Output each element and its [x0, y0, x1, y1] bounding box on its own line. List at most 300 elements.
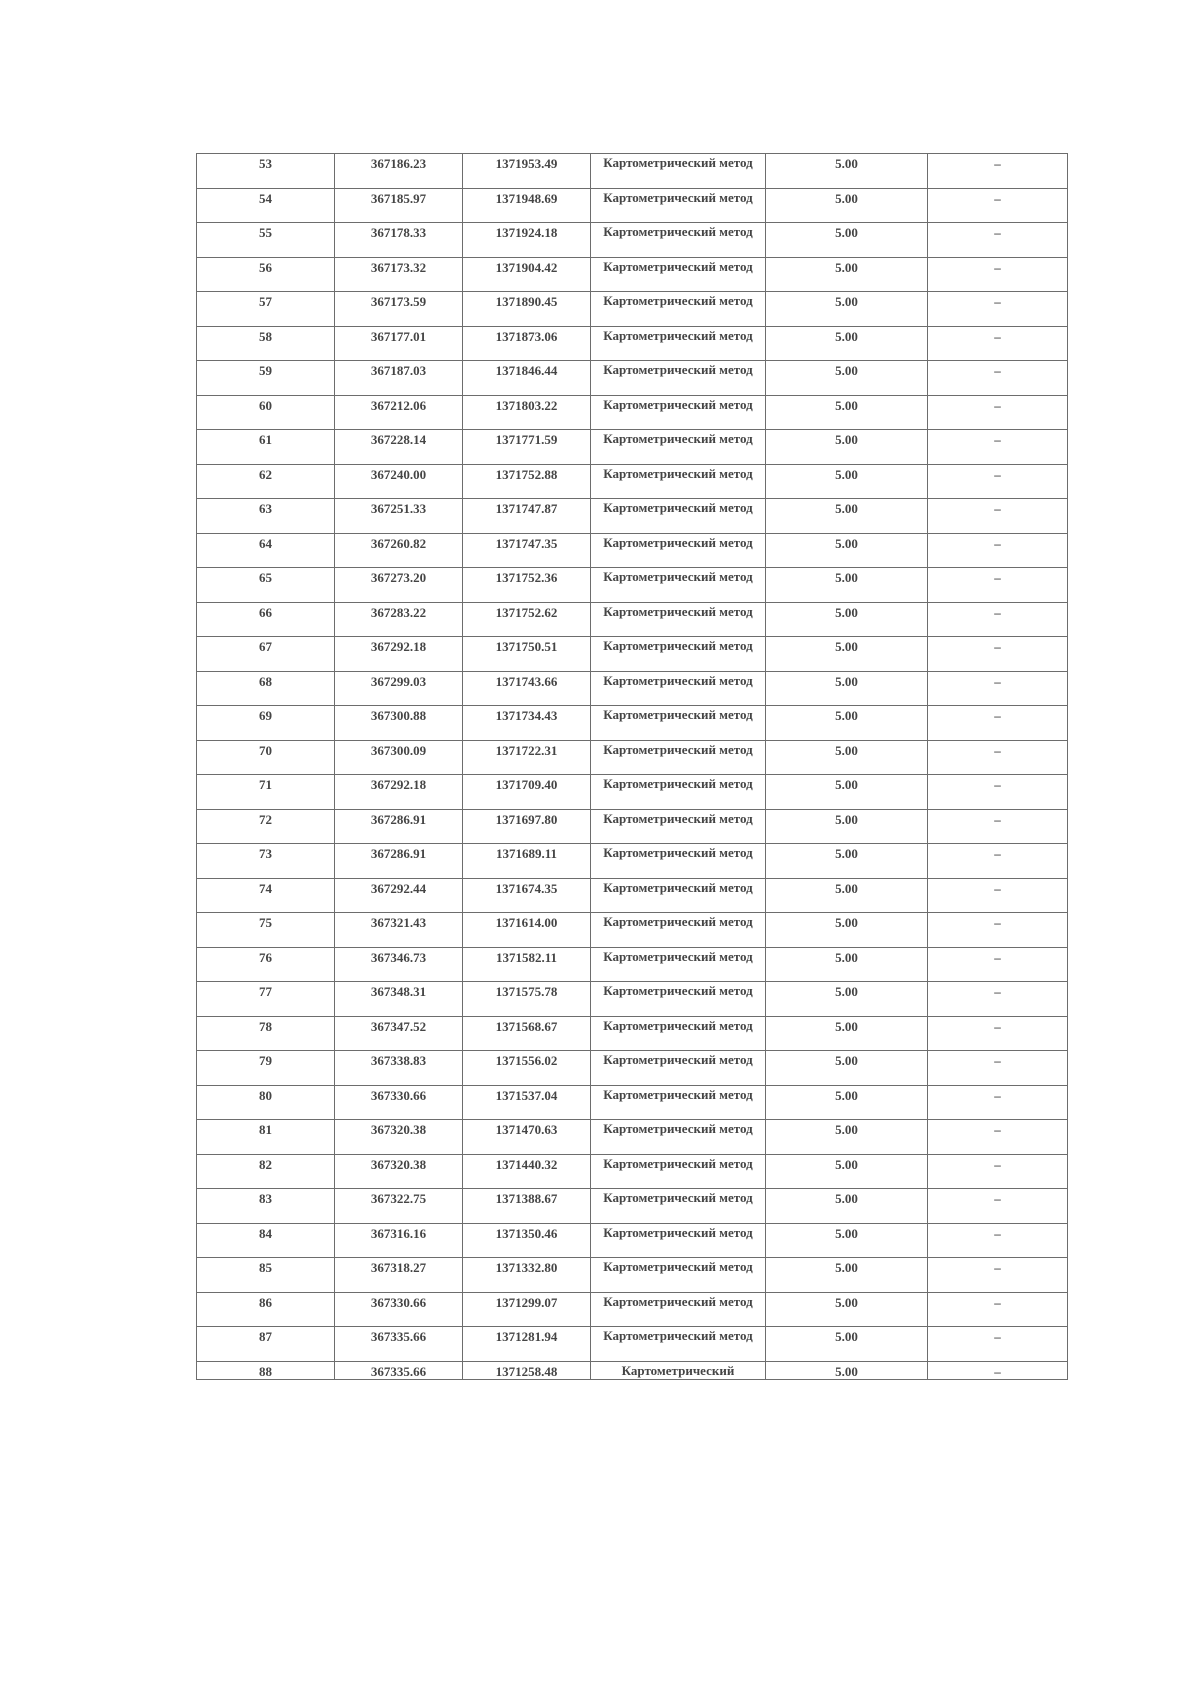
method-cell-text: Картометрический метод [603, 327, 753, 343]
point-number-cell-text: 66 [259, 604, 272, 620]
x-coordinate-cell [335, 395, 463, 430]
table-row [197, 1258, 1068, 1293]
precision-cell-text: 5.00 [835, 708, 858, 723]
x-coordinate-cell [335, 326, 463, 361]
method-cell-text: Картометрический метод [603, 1190, 753, 1205]
precision-cell-text: 5.00 [835, 535, 858, 551]
precision-cell [766, 568, 928, 603]
point-number-cell [197, 430, 335, 465]
precision-cell-text: 5.00 [835, 1329, 858, 1344]
point-number-cell-text: 63 [259, 501, 272, 516]
method-cell [591, 740, 766, 775]
precision-cell [766, 1189, 928, 1224]
note-cell-text: – [994, 1225, 1001, 1241]
note-cell-text: – [994, 294, 1001, 309]
point-number-cell-text: 74 [259, 880, 272, 896]
precision-cell [766, 775, 928, 810]
x-coordinate-cell-text: 367320.38 [370, 1122, 427, 1137]
y-coordinate-cell-text: 1371674.35 [495, 880, 558, 896]
x-coordinate-cell [335, 1051, 463, 1086]
point-number-cell [197, 637, 335, 672]
x-coordinate-cell [335, 568, 463, 603]
y-coordinate-cell-text: 1371752.36 [495, 570, 558, 585]
y-coordinate-cell [463, 1051, 591, 1086]
precision-cell-text: 5.00 [835, 604, 858, 620]
y-coordinate-cell [463, 637, 591, 672]
precision-cell [766, 154, 928, 189]
y-coordinate-cell [463, 1085, 591, 1120]
method-cell [591, 464, 766, 499]
precision-cell [766, 1223, 928, 1258]
precision-cell-text: 5.00 [835, 156, 858, 171]
method-cell [591, 1223, 766, 1258]
precision-cell-text: 5.00 [835, 466, 858, 482]
note-cell-text: – [994, 328, 1001, 344]
x-coordinate-cell [335, 1154, 463, 1189]
x-coordinate-cell-text: 367299.03 [370, 673, 427, 689]
note-cell [928, 671, 1068, 706]
x-coordinate-cell [335, 1120, 463, 1155]
precision-cell [766, 223, 928, 258]
x-coordinate-cell [335, 844, 463, 879]
x-coordinate-cell [335, 292, 463, 327]
note-cell-text: – [994, 1156, 1001, 1172]
precision-cell [766, 326, 928, 361]
note-cell-text: – [994, 777, 1001, 792]
y-coordinate-cell-text: 1371470.63 [495, 1122, 558, 1137]
y-coordinate-cell-text: 1371556.02 [495, 1053, 558, 1068]
precision-cell [766, 188, 928, 223]
method-cell-text: Картометрический метод [603, 534, 753, 550]
x-coordinate-cell [335, 1085, 463, 1120]
x-coordinate-cell [335, 499, 463, 534]
point-number-cell-text: 60 [259, 397, 272, 413]
note-cell-text: – [994, 432, 1001, 447]
x-coordinate-cell-text: 367320.38 [370, 1156, 427, 1172]
x-coordinate-cell [335, 430, 463, 465]
note-cell [928, 1327, 1068, 1362]
method-cell-text: Картометрический метод [603, 741, 753, 757]
method-cell [591, 878, 766, 913]
note-cell [928, 809, 1068, 844]
x-coordinate-cell-text: 367300.09 [370, 742, 427, 758]
note-cell [928, 706, 1068, 741]
note-cell-text: – [994, 259, 1001, 275]
precision-cell [766, 637, 928, 672]
y-coordinate-cell [463, 257, 591, 292]
table-row [197, 326, 1068, 361]
method-cell-text: Картометрический метод [603, 1328, 753, 1343]
x-coordinate-cell [335, 740, 463, 775]
y-coordinate-cell-text: 1371743.66 [495, 673, 558, 689]
y-coordinate-cell [463, 1327, 591, 1362]
point-number-cell [197, 533, 335, 568]
point-number-cell-text: 78 [259, 1018, 272, 1034]
point-number-cell [197, 292, 335, 327]
y-coordinate-cell [463, 1223, 591, 1258]
precision-cell-text: 5.00 [835, 777, 858, 792]
note-cell-text: – [994, 639, 1001, 654]
precision-cell [766, 1327, 928, 1362]
table-row [197, 154, 1068, 189]
precision-cell-text: 5.00 [835, 811, 858, 827]
method-cell [591, 809, 766, 844]
y-coordinate-cell [463, 430, 591, 465]
note-cell-text: – [994, 949, 1001, 965]
x-coordinate-cell-text: 367186.23 [370, 156, 427, 171]
y-coordinate-cell [463, 188, 591, 223]
precision-cell-text: 5.00 [835, 915, 858, 930]
method-cell [591, 257, 766, 292]
y-coordinate-cell-text: 1371752.62 [495, 604, 558, 620]
point-number-cell-text: 76 [259, 949, 272, 965]
y-coordinate-cell [463, 775, 591, 810]
point-number-cell-text: 68 [259, 673, 272, 689]
x-coordinate-cell-text: 367283.22 [370, 604, 427, 620]
table-row [197, 740, 1068, 775]
note-cell-text: – [994, 225, 1001, 240]
table-row [197, 706, 1068, 741]
note-cell-text: – [994, 742, 1001, 758]
point-number-cell [197, 982, 335, 1017]
point-number-cell-text: 71 [259, 777, 272, 792]
x-coordinate-cell-text: 367321.43 [370, 915, 427, 930]
note-cell [928, 223, 1068, 258]
method-cell-text: Картометрический метод [603, 707, 753, 722]
method-cell-text: Картометрический метод [603, 638, 753, 653]
table-row [197, 1120, 1068, 1155]
table-row [197, 878, 1068, 913]
table-row [197, 775, 1068, 810]
point-number-cell [197, 223, 335, 258]
x-coordinate-cell-text: 367316.16 [370, 1225, 427, 1241]
method-cell [591, 1051, 766, 1086]
note-cell [928, 844, 1068, 879]
x-coordinate-cell-text: 367178.33 [370, 225, 427, 240]
x-coordinate-cell [335, 947, 463, 982]
precision-cell-text: 5.00 [835, 259, 858, 275]
y-coordinate-cell-text: 1371924.18 [495, 225, 558, 240]
y-coordinate-cell [463, 223, 591, 258]
precision-cell-text: 5.00 [835, 639, 858, 654]
point-number-cell [197, 706, 335, 741]
method-cell [591, 1016, 766, 1051]
precision-cell-text: 5.00 [835, 673, 858, 689]
note-cell-text: – [994, 466, 1001, 482]
x-coordinate-cell [335, 982, 463, 1017]
method-cell [591, 1292, 766, 1327]
point-number-cell-text: 73 [259, 846, 272, 861]
x-coordinate-cell [335, 361, 463, 396]
x-coordinate-cell-text: 367300.88 [370, 708, 427, 723]
method-cell-text: Картометрический метод [603, 948, 753, 964]
method-cell-text: Картометрический метод [603, 1155, 753, 1171]
note-cell-text: – [994, 501, 1001, 516]
precision-cell [766, 1085, 928, 1120]
x-coordinate-cell [335, 1258, 463, 1293]
precision-cell-text: 5.00 [835, 949, 858, 965]
note-cell-text: – [994, 1122, 1001, 1137]
y-coordinate-cell-text: 1371332.80 [495, 1260, 558, 1275]
note-cell-text: – [994, 708, 1001, 723]
note-cell-text: – [994, 673, 1001, 689]
x-coordinate-cell-text: 367338.83 [370, 1053, 427, 1068]
table-row [197, 913, 1068, 948]
method-cell-text: Картометрический метод [603, 1121, 753, 1136]
y-coordinate-cell-text: 1371722.31 [495, 742, 558, 758]
note-cell [928, 464, 1068, 499]
method-cell-text: Картометрический метод [603, 396, 753, 412]
y-coordinate-cell [463, 947, 591, 982]
table-row [197, 1154, 1068, 1189]
precision-cell-text: 5.00 [835, 190, 858, 206]
point-number-cell-text: 82 [259, 1156, 272, 1172]
x-coordinate-cell [335, 1327, 463, 1362]
method-cell [591, 188, 766, 223]
note-cell [928, 430, 1068, 465]
x-coordinate-cell-text: 367251.33 [370, 501, 427, 516]
note-cell [928, 775, 1068, 810]
point-number-cell [197, 1120, 335, 1155]
y-coordinate-cell-text: 1371904.42 [495, 259, 558, 275]
precision-cell [766, 499, 928, 534]
point-number-cell [197, 913, 335, 948]
method-cell [591, 395, 766, 430]
y-coordinate-cell-text: 1371747.35 [495, 535, 558, 551]
precision-cell-text: 5.00 [835, 1363, 858, 1379]
y-coordinate-cell-text: 1371568.67 [495, 1018, 558, 1034]
note-cell [928, 361, 1068, 396]
x-coordinate-cell-text: 367177.01 [370, 328, 427, 344]
y-coordinate-cell-text: 1371582.11 [495, 949, 558, 965]
method-cell [591, 326, 766, 361]
point-number-cell [197, 1258, 335, 1293]
table-row [197, 671, 1068, 706]
point-number-cell [197, 1051, 335, 1086]
x-coordinate-cell [335, 1292, 463, 1327]
note-cell-text: – [994, 1018, 1001, 1034]
precision-cell [766, 706, 928, 741]
table-row [197, 1292, 1068, 1327]
point-number-cell-text: 86 [259, 1294, 272, 1310]
y-coordinate-cell [463, 809, 591, 844]
x-coordinate-cell-text: 367348.31 [370, 984, 427, 999]
y-coordinate-cell-text: 1371747.87 [495, 501, 558, 516]
method-cell [591, 913, 766, 948]
method-cell [591, 1258, 766, 1293]
point-number-cell [197, 361, 335, 396]
table-row [197, 602, 1068, 637]
x-coordinate-cell-text: 367185.97 [370, 190, 427, 206]
method-cell-text: Картометрический метод [603, 1052, 753, 1067]
y-coordinate-cell-text: 1371299.07 [495, 1294, 558, 1310]
method-cell-text: Картометрический метод [603, 1224, 753, 1240]
method-cell-text: Картометрический метод [603, 810, 753, 826]
point-number-cell-text: 84 [259, 1225, 272, 1241]
note-cell [928, 1154, 1068, 1189]
y-coordinate-cell-text: 1371890.45 [495, 294, 558, 309]
x-coordinate-cell [335, 1189, 463, 1224]
point-number-cell [197, 1154, 335, 1189]
y-coordinate-cell [463, 1120, 591, 1155]
y-coordinate-cell-text: 1371258.48 [495, 1363, 558, 1379]
x-coordinate-cell-text: 367212.06 [370, 397, 427, 413]
point-number-cell [197, 326, 335, 361]
note-cell-text: – [994, 811, 1001, 827]
x-coordinate-cell-text: 367330.66 [370, 1294, 427, 1310]
x-coordinate-cell-text: 367335.66 [370, 1329, 427, 1344]
x-coordinate-cell-text: 367260.82 [370, 535, 427, 551]
method-cell-text: Картометрический метод [603, 1259, 753, 1274]
point-number-cell-text: 58 [259, 328, 272, 344]
point-number-cell [197, 1189, 335, 1224]
point-number-cell-text: 87 [259, 1329, 272, 1344]
method-cell [591, 223, 766, 258]
method-cell [591, 1327, 766, 1362]
precision-cell [766, 740, 928, 775]
point-number-cell [197, 257, 335, 292]
x-coordinate-cell [335, 188, 463, 223]
method-cell [591, 602, 766, 637]
point-number-cell-text: 70 [259, 742, 272, 758]
method-cell [591, 430, 766, 465]
precision-cell-text: 5.00 [835, 1260, 858, 1275]
point-number-cell [197, 947, 335, 982]
method-cell-text: Картометрический метод [603, 224, 753, 239]
table-row [197, 1223, 1068, 1258]
precision-cell [766, 671, 928, 706]
table-row [197, 809, 1068, 844]
y-coordinate-cell-text: 1371771.59 [495, 432, 558, 447]
table-row [197, 947, 1068, 982]
method-cell-text: Картометрический метод [603, 1017, 753, 1033]
y-coordinate-cell [463, 1154, 591, 1189]
note-cell [928, 1361, 1068, 1379]
x-coordinate-cell [335, 878, 463, 913]
note-cell [928, 740, 1068, 775]
note-cell-text: – [994, 1053, 1001, 1068]
x-coordinate-cell [335, 809, 463, 844]
note-cell [928, 602, 1068, 637]
y-coordinate-cell [463, 913, 591, 948]
method-cell [591, 671, 766, 706]
point-number-cell-text: 80 [259, 1087, 272, 1103]
note-cell [928, 1189, 1068, 1224]
method-cell-text: Картометрический метод [603, 465, 753, 481]
precision-cell-text: 5.00 [835, 363, 858, 378]
x-coordinate-cell [335, 706, 463, 741]
note-cell-text: – [994, 984, 1001, 999]
y-coordinate-cell [463, 1361, 591, 1379]
note-cell [928, 1051, 1068, 1086]
note-cell [928, 1258, 1068, 1293]
method-cell [591, 947, 766, 982]
x-coordinate-cell-text: 367347.52 [370, 1018, 427, 1034]
note-cell [928, 637, 1068, 672]
table-row [197, 1189, 1068, 1224]
point-number-cell [197, 464, 335, 499]
y-coordinate-cell-text: 1371388.67 [495, 1191, 558, 1206]
method-cell [591, 1120, 766, 1155]
y-coordinate-cell [463, 982, 591, 1017]
y-coordinate-cell-text: 1371803.22 [495, 397, 558, 413]
y-coordinate-cell-text: 1371734.43 [495, 708, 558, 723]
y-coordinate-cell [463, 326, 591, 361]
x-coordinate-cell [335, 1223, 463, 1258]
method-cell [591, 1189, 766, 1224]
y-coordinate-cell [463, 740, 591, 775]
x-coordinate-cell [335, 671, 463, 706]
table-row [197, 1361, 1068, 1379]
precision-cell-text: 5.00 [835, 1156, 858, 1172]
method-cell-text: Картометрический метод [603, 776, 753, 791]
note-cell-text: – [994, 397, 1001, 413]
x-coordinate-cell [335, 257, 463, 292]
x-coordinate-cell-text: 367187.03 [370, 363, 427, 378]
x-coordinate-cell-text: 367273.20 [370, 570, 427, 585]
point-number-cell-text: 85 [259, 1260, 272, 1275]
y-coordinate-cell [463, 671, 591, 706]
point-number-cell [197, 395, 335, 430]
table-row [197, 533, 1068, 568]
method-cell-text: Картометрический метод [603, 362, 753, 377]
note-cell [928, 188, 1068, 223]
y-coordinate-cell [463, 1189, 591, 1224]
x-coordinate-cell-text: 367330.66 [370, 1087, 427, 1103]
table-row [197, 361, 1068, 396]
method-cell-text: Картометрический метод [603, 431, 753, 446]
y-coordinate-cell [463, 844, 591, 879]
table-row [197, 1016, 1068, 1051]
note-cell [928, 499, 1068, 534]
method-cell [591, 775, 766, 810]
note-cell-text: – [994, 535, 1001, 551]
point-number-cell [197, 499, 335, 534]
method-cell [591, 533, 766, 568]
y-coordinate-cell [463, 499, 591, 534]
note-cell [928, 878, 1068, 913]
y-coordinate-cell-text: 1371752.88 [495, 466, 558, 482]
y-coordinate-cell [463, 533, 591, 568]
method-cell-text: Картометрический метод [603, 914, 753, 929]
precision-cell-text: 5.00 [835, 742, 858, 758]
note-cell [928, 568, 1068, 603]
precision-cell-text: 5.00 [835, 294, 858, 309]
x-coordinate-cell [335, 533, 463, 568]
y-coordinate-cell [463, 568, 591, 603]
y-coordinate-cell [463, 154, 591, 189]
point-number-cell-text: 81 [259, 1122, 272, 1137]
y-coordinate-cell [463, 395, 591, 430]
note-cell-text: – [994, 363, 1001, 378]
point-number-cell-text: 55 [259, 225, 272, 240]
precision-cell-text: 5.00 [835, 1294, 858, 1310]
y-coordinate-cell-text: 1371350.46 [495, 1225, 558, 1241]
point-number-cell [197, 740, 335, 775]
x-coordinate-cell [335, 602, 463, 637]
point-number-cell-text: 88 [259, 1363, 272, 1379]
x-coordinate-cell-text: 367240.00 [370, 466, 427, 482]
note-cell [928, 326, 1068, 361]
precision-cell-text: 5.00 [835, 1053, 858, 1068]
point-number-cell-text: 54 [259, 190, 272, 206]
note-cell-text: – [994, 880, 1001, 896]
precision-cell [766, 1292, 928, 1327]
note-cell [928, 1016, 1068, 1051]
precision-cell-text: 5.00 [835, 1122, 858, 1137]
note-cell-text: – [994, 604, 1001, 620]
precision-cell-text: 5.00 [835, 501, 858, 516]
